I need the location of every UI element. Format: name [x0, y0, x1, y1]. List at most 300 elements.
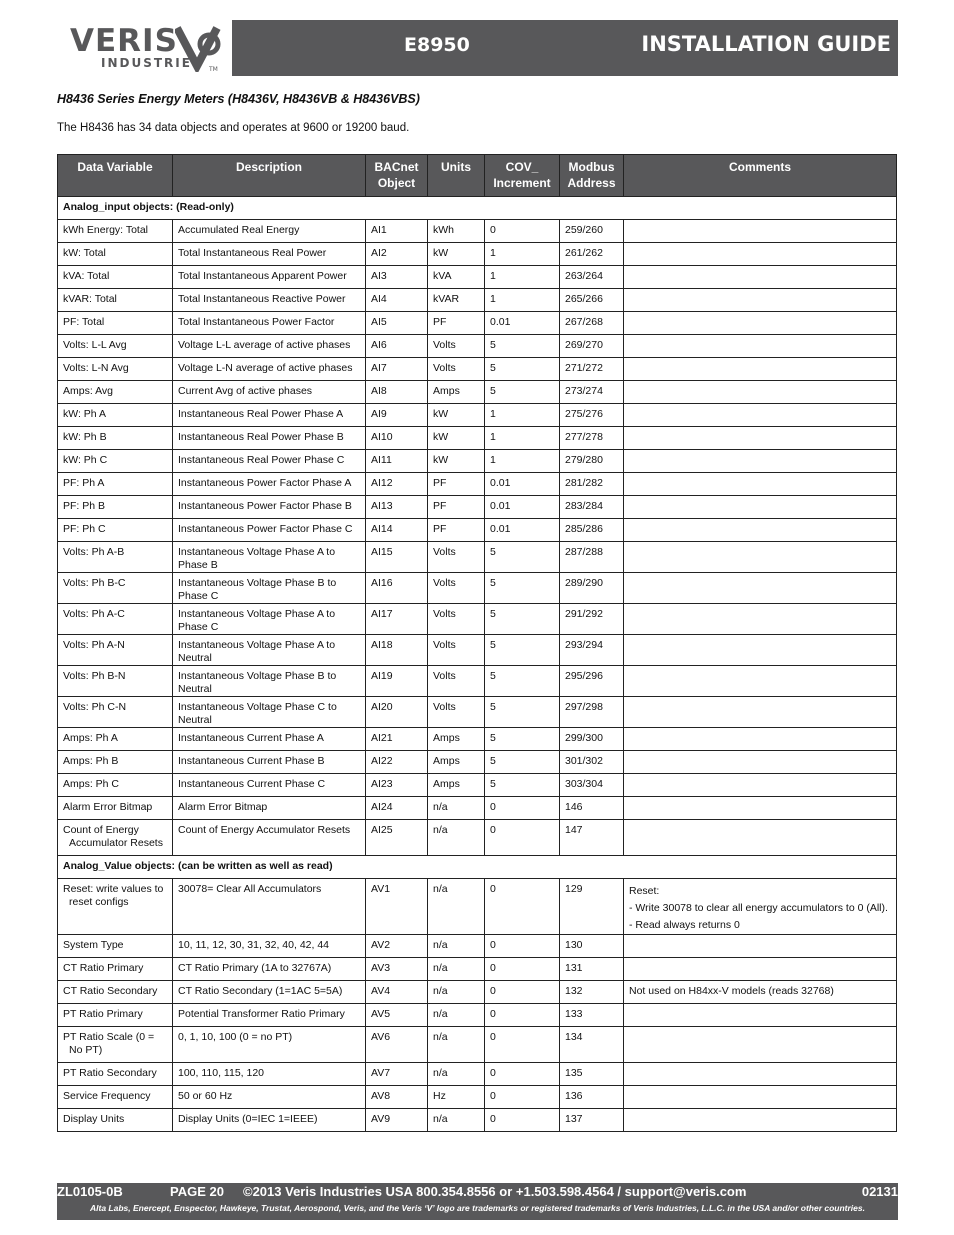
contact-info: ©2013 Veris Industries USA 800.354.8556 or +1.503.598.4564 / support@veris.com	[243, 1184, 747, 1199]
cell-bacnet-object: AI13	[366, 496, 428, 519]
cell-modbus-address: 130	[560, 935, 624, 958]
cell-modbus-address: 303/304	[560, 774, 624, 797]
cell-units: Volts	[428, 358, 485, 381]
cell-bacnet-object: AI8	[366, 381, 428, 404]
cell-comments	[624, 289, 897, 312]
cell-units: Volts	[428, 604, 485, 635]
cell-bacnet-object: AV5	[366, 1004, 428, 1027]
table-row	[58, 243, 897, 266]
table-row	[58, 519, 897, 542]
cell-bacnet-object: AI7	[366, 358, 428, 381]
cell-description: 50 or 60 Hz	[173, 1086, 366, 1109]
cell-data-variable	[58, 820, 173, 856]
cell-data-variable: CT Ratio Secondary	[58, 981, 173, 1004]
intro-text: The H8436 has 34 data objects and operates at 9600 or 19200 baud.	[57, 122, 410, 134]
cell-description: Potential Transformer Ratio Primary	[173, 1004, 366, 1027]
cell-modbus-address: 273/274	[560, 381, 624, 404]
cell-modbus-address: 295/296	[560, 666, 624, 697]
table-row	[58, 797, 897, 820]
col-header-units: Units	[428, 155, 485, 197]
cell-comments	[624, 450, 897, 473]
cell-description: Instantaneous Power Factor Phase B	[173, 496, 366, 519]
cell-cov-increment: 5	[485, 697, 560, 728]
logo-wordmark: VERIS	[70, 23, 178, 59]
cell-bacnet-object: AI16	[366, 573, 428, 604]
cell-cov-increment: 5	[485, 573, 560, 604]
table-row	[58, 751, 897, 774]
cell-modbus-address: 291/292	[560, 604, 624, 635]
cell-comments	[624, 879, 897, 935]
cell-bacnet-object: AI9	[366, 404, 428, 427]
page-header	[57, 20, 898, 76]
table-row	[58, 289, 897, 312]
table-row	[58, 450, 897, 473]
cell-modbus-address: 129	[560, 879, 624, 935]
cell-cov-increment: 0	[485, 1004, 560, 1027]
cell-data-variable: Amps: Ph A	[58, 728, 173, 751]
data-objects-table	[57, 154, 897, 1132]
cell-description: Voltage L-N average of active phases	[173, 358, 366, 381]
cell-bacnet-object: AI20	[366, 697, 428, 728]
cell-cov-increment: 0	[485, 1086, 560, 1109]
cell-comments	[624, 935, 897, 958]
cell-data-variable: PF: Total	[58, 312, 173, 335]
cell-data-variable: System Type	[58, 935, 173, 958]
cell-comments	[624, 666, 897, 697]
cell-comments	[624, 312, 897, 335]
cell-description: Instantaneous Real Power Phase C	[173, 450, 366, 473]
col-header-comments: Comments	[624, 155, 897, 197]
cell-comments	[624, 266, 897, 289]
cell-units: PF	[428, 496, 485, 519]
document-date-code: 02131	[861, 1184, 898, 1199]
cell-cov-increment: 0	[485, 958, 560, 981]
cell-units: Amps	[428, 728, 485, 751]
cell-comments	[624, 473, 897, 496]
group-label: Analog_input objects: (Read-only)	[58, 197, 897, 220]
cell-bacnet-object: AV8	[366, 1086, 428, 1109]
cell-description: Instantaneous Voltage Phase B to Neutral	[173, 666, 366, 697]
cell-bacnet-object: AV3	[366, 958, 428, 981]
cell-data-variable: kVA: Total	[58, 266, 173, 289]
cell-data-variable: kW: Ph C	[58, 450, 173, 473]
cell-modbus-address: 132	[560, 981, 624, 1004]
cell-data-variable: kW: Ph A	[58, 404, 173, 427]
cell-comments	[624, 820, 897, 856]
cell-modbus-address: 285/286	[560, 519, 624, 542]
cell-cov-increment: 0.01	[485, 496, 560, 519]
cell-cov-increment: 0	[485, 797, 560, 820]
cell-data-variable	[58, 1027, 173, 1063]
trademark-notice: Alta Labs, Enercept, Enspector, Hawkeye, Trustat, Aerospond, Veris, and the Veris ‘V’ logo are trademarks or registered trademarks of Veris Industries, L.L.C. in the USA and/or other countries.	[90, 1203, 865, 1213]
cell-cov-increment: 5	[485, 774, 560, 797]
table-row	[58, 1109, 897, 1132]
logo-subtitle: INDUSTRIES	[101, 56, 203, 70]
cell-units: n/a	[428, 1004, 485, 1027]
cell-description: Total Instantaneous Power Factor	[173, 312, 366, 335]
comment-line: Reset:	[629, 885, 660, 897]
cell-comments	[624, 519, 897, 542]
cell-description: Instantaneous Voltage Phase B to Phase C	[173, 573, 366, 604]
cell-description: 100, 110, 115, 120	[173, 1063, 366, 1086]
cell-cov-increment: 0	[485, 1063, 560, 1086]
cell-data-variable: PF: Ph B	[58, 496, 173, 519]
col-header-description: Description	[173, 155, 366, 197]
cell-data-variable	[58, 879, 173, 935]
cell-description: Instantaneous Voltage Phase A to Neutral	[173, 635, 366, 666]
cell-description: CT Ratio Secondary (1=1AC 5=5A)	[173, 981, 366, 1004]
cell-line: Accumulator Resets	[69, 837, 163, 849]
cell-units: Amps	[428, 774, 485, 797]
cell-cov-increment: 0	[485, 981, 560, 1004]
cell-comments	[624, 335, 897, 358]
cell-modbus-address: 269/270	[560, 335, 624, 358]
cell-description: Total Instantaneous Apparent Power	[173, 266, 366, 289]
cell-comments	[624, 1004, 897, 1027]
cell-data-variable: Volts: Ph B-C	[58, 573, 173, 604]
cell-modbus-address: 133	[560, 1004, 624, 1027]
table-row	[58, 879, 897, 935]
cell-line: PT Ratio Scale (0 =	[63, 1031, 155, 1043]
cell-description: Alarm Error Bitmap	[173, 797, 366, 820]
cell-cov-increment: 0	[485, 1027, 560, 1063]
group-label: Analog_Value objects: (can be written as well as read)	[58, 856, 897, 879]
cell-bacnet-object: AI1	[366, 220, 428, 243]
cell-units: kW	[428, 243, 485, 266]
cell-comments	[624, 958, 897, 981]
cell-units: Volts	[428, 573, 485, 604]
table-row	[58, 220, 897, 243]
cell-description: Instantaneous Current Phase A	[173, 728, 366, 751]
cell-units: n/a	[428, 958, 485, 981]
table-row	[58, 1063, 897, 1086]
cell-comments	[624, 1063, 897, 1086]
cell-units: kW	[428, 450, 485, 473]
cell-bacnet-object: AV7	[366, 1063, 428, 1086]
cell-description: Instantaneous Current Phase C	[173, 774, 366, 797]
cell-bacnet-object: AI18	[366, 635, 428, 666]
veris-logo	[57, 20, 232, 76]
cell-data-variable: Amps: Avg	[58, 381, 173, 404]
cell-data-variable: kVAR: Total	[58, 289, 173, 312]
cell-bacnet-object: AI24	[366, 797, 428, 820]
cell-line: No PT)	[69, 1044, 103, 1056]
cell-units: n/a	[428, 935, 485, 958]
cell-units: PF	[428, 312, 485, 335]
table-row	[58, 1004, 897, 1027]
cell-units: n/a	[428, 981, 485, 1004]
cell-bacnet-object: AI2	[366, 243, 428, 266]
cell-units: kWh	[428, 220, 485, 243]
table-row	[58, 935, 897, 958]
cell-comments	[624, 728, 897, 751]
cell-modbus-address: 135	[560, 1063, 624, 1086]
cell-data-variable: Volts: Ph A-B	[58, 542, 173, 573]
cell-line: reset configs	[69, 896, 129, 908]
cell-modbus-address: 131	[560, 958, 624, 981]
cell-comments	[624, 604, 897, 635]
cell-bacnet-object: AV1	[366, 879, 428, 935]
cell-bacnet-object: AI14	[366, 519, 428, 542]
cell-cov-increment: 0	[485, 1109, 560, 1132]
cell-modbus-address: 287/288	[560, 542, 624, 573]
table-row	[58, 358, 897, 381]
cell-cov-increment: 1	[485, 404, 560, 427]
table-row	[58, 635, 897, 666]
cell-cov-increment: 1	[485, 289, 560, 312]
table-row	[58, 381, 897, 404]
cell-description: 30078= Clear All Accumulators	[173, 879, 366, 935]
cell-modbus-address: 136	[560, 1086, 624, 1109]
cell-cov-increment: 5	[485, 542, 560, 573]
cell-bacnet-object: AI15	[366, 542, 428, 573]
page-footer	[57, 1183, 898, 1220]
cell-data-variable: Volts: Ph B-N	[58, 666, 173, 697]
cell-data-variable: PT Ratio Secondary	[58, 1063, 173, 1086]
cell-description: Display Units (0=IEC 1=IEEE)	[173, 1109, 366, 1132]
cell-units: Hz	[428, 1086, 485, 1109]
cell-bacnet-object: AI3	[366, 266, 428, 289]
cell-units: kVAR	[428, 289, 485, 312]
cell-line: Reset: write values to	[63, 883, 164, 895]
cell-modbus-address: 146	[560, 797, 624, 820]
cell-cov-increment: 5	[485, 358, 560, 381]
table-row	[58, 542, 897, 573]
cell-cov-increment: 0	[485, 935, 560, 958]
cell-description: Instantaneous Real Power Phase B	[173, 427, 366, 450]
logo-tm: TM	[209, 66, 218, 72]
cell-cov-increment: 5	[485, 335, 560, 358]
cell-cov-increment: 0	[485, 220, 560, 243]
cell-description: Current Avg of active phases	[173, 381, 366, 404]
cell-comments	[624, 542, 897, 573]
cell-data-variable: Volts: L-L Avg	[58, 335, 173, 358]
cell-description: Voltage L-L average of active phases	[173, 335, 366, 358]
cell-comments	[624, 381, 897, 404]
table-row	[58, 312, 897, 335]
table-row	[58, 981, 897, 1004]
cell-description: CT Ratio Primary (1A to 32767A)	[173, 958, 366, 981]
cell-units: kVA	[428, 266, 485, 289]
cell-cov-increment: 0.01	[485, 473, 560, 496]
table-row	[58, 404, 897, 427]
cell-description: Instantaneous Voltage Phase A to Phase C	[173, 604, 366, 635]
cell-comments	[624, 220, 897, 243]
cell-units: n/a	[428, 1109, 485, 1132]
cell-data-variable: Amps: Ph B	[58, 751, 173, 774]
cell-bacnet-object: AI23	[366, 774, 428, 797]
page-number: PAGE 20	[170, 1184, 224, 1199]
table-row	[58, 697, 897, 728]
cell-data-variable: Volts: Ph C-N	[58, 697, 173, 728]
cell-units: n/a	[428, 879, 485, 935]
cell-description: Instantaneous Voltage Phase A to Phase B	[173, 542, 366, 573]
table-row	[58, 573, 897, 604]
cell-description: Instantaneous Current Phase B	[173, 751, 366, 774]
cell-comments	[624, 635, 897, 666]
cell-bacnet-object: AI17	[366, 604, 428, 635]
table-row	[58, 666, 897, 697]
cell-units: Volts	[428, 542, 485, 573]
cell-comments	[624, 774, 897, 797]
table-row	[58, 1086, 897, 1109]
veris-v-logo-icon	[175, 26, 230, 72]
cell-data-variable: Display Units	[58, 1109, 173, 1132]
cell-cov-increment: 5	[485, 666, 560, 697]
table-row	[58, 774, 897, 797]
cell-modbus-address: 279/280	[560, 450, 624, 473]
cell-data-variable: Alarm Error Bitmap	[58, 797, 173, 820]
cell-units: Volts	[428, 335, 485, 358]
cell-description: Instantaneous Power Factor Phase A	[173, 473, 366, 496]
cell-bacnet-object: AI10	[366, 427, 428, 450]
cell-modbus-address: 283/284	[560, 496, 624, 519]
cell-description: 0, 1, 10, 100 (0 = no PT)	[173, 1027, 366, 1063]
cell-comments	[624, 751, 897, 774]
table-row	[58, 958, 897, 981]
cell-units: n/a	[428, 1027, 485, 1063]
cell-modbus-address: 134	[560, 1027, 624, 1063]
document-title: INSTALLATION GUIDE	[641, 32, 891, 56]
cell-comments	[624, 496, 897, 519]
cell-cov-increment: 5	[485, 751, 560, 774]
table-row	[58, 820, 897, 856]
cell-comments	[624, 358, 897, 381]
cell-cov-increment: 0	[485, 820, 560, 856]
cell-bacnet-object: AI12	[366, 473, 428, 496]
cell-cov-increment: 1	[485, 450, 560, 473]
cell-bacnet-object: AI21	[366, 728, 428, 751]
col-header-cov-increment: COV_ Increment	[485, 155, 560, 197]
table-row	[58, 473, 897, 496]
cell-units: n/a	[428, 1063, 485, 1086]
cell-units: PF	[428, 519, 485, 542]
cell-bacnet-object: AI5	[366, 312, 428, 335]
cell-description: Instantaneous Power Factor Phase C	[173, 519, 366, 542]
cell-cov-increment: 1	[485, 266, 560, 289]
cell-bacnet-object: AI4	[366, 289, 428, 312]
cell-modbus-address: 265/266	[560, 289, 624, 312]
cell-data-variable: PF: Ph C	[58, 519, 173, 542]
cell-comments	[624, 243, 897, 266]
cell-modbus-address: 289/290	[560, 573, 624, 604]
cell-data-variable: PF: Ph A	[58, 473, 173, 496]
group-row-analog-value	[58, 856, 897, 879]
document-code: ZL0105-0B	[57, 1184, 123, 1199]
cell-modbus-address: 263/264	[560, 266, 624, 289]
comment-line: - Read always returns 0	[629, 919, 740, 931]
table-header-row	[58, 155, 897, 197]
cell-description: Instantaneous Voltage Phase C to Neutral	[173, 697, 366, 728]
table-row	[58, 1027, 897, 1063]
cell-comments	[624, 697, 897, 728]
col-header-modbus-address: Modbus Address	[560, 155, 624, 197]
cell-bacnet-object: AI6	[366, 335, 428, 358]
cell-data-variable: PT Ratio Primary	[58, 1004, 173, 1027]
cell-bacnet-object: AI19	[366, 666, 428, 697]
cell-units: n/a	[428, 797, 485, 820]
cell-modbus-address: 275/276	[560, 404, 624, 427]
cell-bacnet-object: AV4	[366, 981, 428, 1004]
cell-description: Count of Energy Accumulator Resets	[173, 820, 366, 856]
cell-units: kW	[428, 404, 485, 427]
cell-cov-increment: 1	[485, 243, 560, 266]
cell-cov-increment: 5	[485, 635, 560, 666]
cell-cov-increment: 5	[485, 604, 560, 635]
table-row	[58, 496, 897, 519]
cell-description: Total Instantaneous Real Power	[173, 243, 366, 266]
cell-comments	[624, 1027, 897, 1063]
cell-comments	[624, 1086, 897, 1109]
cell-units: kW	[428, 427, 485, 450]
model-number: E8950	[404, 34, 470, 56]
cell-modbus-address: 137	[560, 1109, 624, 1132]
table-row	[58, 266, 897, 289]
cell-cov-increment: 5	[485, 381, 560, 404]
cell-bacnet-object: AV9	[366, 1109, 428, 1132]
cell-description: Accumulated Real Energy	[173, 220, 366, 243]
cell-data-variable: kW: Total	[58, 243, 173, 266]
cell-modbus-address: 259/260	[560, 220, 624, 243]
cell-bacnet-object: AI25	[366, 820, 428, 856]
cell-modbus-address: 261/262	[560, 243, 624, 266]
cell-comments: Not used on H84xx-V models (reads 32768)	[624, 981, 897, 1004]
cell-comments	[624, 427, 897, 450]
cell-bacnet-object: AV2	[366, 935, 428, 958]
cell-units: PF	[428, 473, 485, 496]
cell-units: Amps	[428, 381, 485, 404]
cell-description: Total Instantaneous Reactive Power	[173, 289, 366, 312]
table-row	[58, 335, 897, 358]
cell-units: Volts	[428, 635, 485, 666]
table-row	[58, 728, 897, 751]
comment-line: - Write 30078 to clear all energy accumulators to 0 (All).	[629, 902, 888, 914]
cell-description: Instantaneous Real Power Phase A	[173, 404, 366, 427]
cell-cov-increment: 0.01	[485, 312, 560, 335]
group-row-analog-input	[58, 197, 897, 220]
cell-line: Count of Energy	[63, 824, 139, 836]
table-row	[58, 427, 897, 450]
cell-comments	[624, 573, 897, 604]
cell-data-variable: kWh Energy: Total	[58, 220, 173, 243]
col-header-bacnet-object: BACnet Object	[366, 155, 428, 197]
cell-data-variable: Volts: Ph A-N	[58, 635, 173, 666]
cell-modbus-address: 267/268	[560, 312, 624, 335]
cell-data-variable: Amps: Ph C	[58, 774, 173, 797]
cell-data-variable: Volts: Ph A-C	[58, 604, 173, 635]
cell-units: Amps	[428, 751, 485, 774]
cell-cov-increment: 0	[485, 879, 560, 935]
cell-units: Volts	[428, 666, 485, 697]
cell-modbus-address: 281/282	[560, 473, 624, 496]
cell-modbus-address: 301/302	[560, 751, 624, 774]
cell-modbus-address: 271/272	[560, 358, 624, 381]
cell-modbus-address: 277/278	[560, 427, 624, 450]
cell-modbus-address: 299/300	[560, 728, 624, 751]
cell-comments	[624, 404, 897, 427]
cell-bacnet-object: AI22	[366, 751, 428, 774]
cell-modbus-address: 297/298	[560, 697, 624, 728]
col-header-data-variable: Data Variable	[58, 155, 173, 197]
cell-units: n/a	[428, 820, 485, 856]
cell-bacnet-object: AV6	[366, 1027, 428, 1063]
cell-cov-increment: 5	[485, 728, 560, 751]
cell-data-variable: Service Frequency	[58, 1086, 173, 1109]
cell-data-variable: kW: Ph B	[58, 427, 173, 450]
table-row	[58, 604, 897, 635]
cell-modbus-address: 293/294	[560, 635, 624, 666]
cell-data-variable: Volts: L-N Avg	[58, 358, 173, 381]
